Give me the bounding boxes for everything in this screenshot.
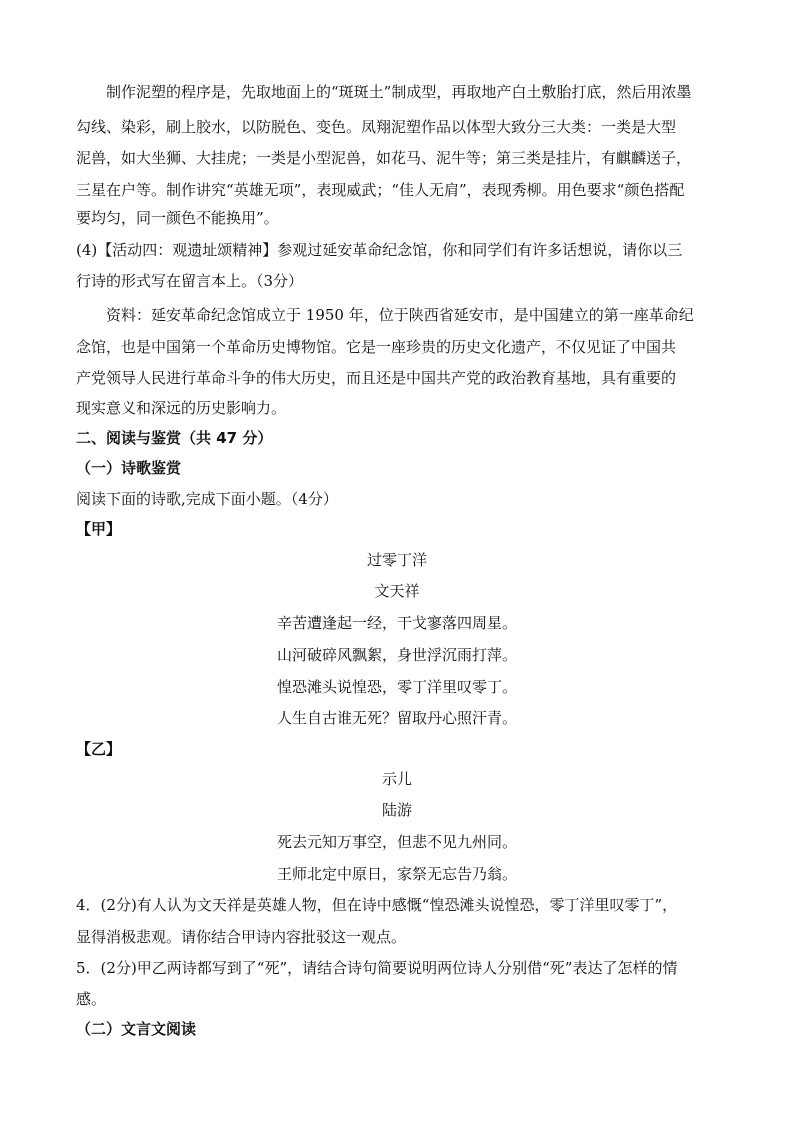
activity4-line-1: (4)【活动四：观遗址颂精神】参观过延安革命纪念馆，你和同学们有许多话想说，请你以三 bbox=[76, 241, 683, 259]
poem-yi-title: 示儿 bbox=[381, 770, 412, 788]
question4-line-2: 显得消极悲观。请你结合甲诗内容批驳这一观点。 bbox=[76, 928, 407, 946]
poem-jia-line-4: 人生自古谁无死？留取丹心照汗青。 bbox=[276, 709, 517, 727]
resource-line-3: 产党领导人民进行革命斗争的伟大历史，而且还是中国共产党的政治教育基地，具有重要的 bbox=[76, 369, 677, 387]
material-line-2: 勾线、染彩，刷上胶水，以防脱色、变色。凤翔泥塑作品以体型大致分三大类：一类是大型 bbox=[76, 118, 677, 136]
section2-title: 二、阅读与鉴赏（共 47 分） bbox=[76, 429, 273, 447]
subsection2-title: （二）文言文阅读 bbox=[76, 1020, 197, 1038]
subsection1-title: （一）诗歌鉴赏 bbox=[76, 459, 182, 477]
activity4-line-2: 行诗的形式写在留言本上。（3分） bbox=[76, 272, 304, 290]
poem-jia-line-1: 辛苦遭逢起一经，干戈寥落四周星。 bbox=[276, 614, 517, 632]
resource-line-4: 现实意义和深远的历史影响力。 bbox=[76, 399, 287, 417]
resource-line-2: 念馆，也是中国第一个革命历史博物馆。它是一座珍贵的历史文化遗产，不仅见证了中国共 bbox=[76, 338, 677, 356]
material-line-1: 制作泥塑的程序是，先取地面上的“斑斑土”制成型，再取地产白土敷胎打底，然后用浓墨 bbox=[106, 83, 692, 101]
poem-jia-label: 【甲】 bbox=[76, 520, 122, 538]
material-line-4: 三星在户等。制作讲究“英雄无项”，表现威武；“佳人无肩”，表现秀柳。用色要求“颜色搭配 bbox=[76, 181, 685, 199]
material-line-5: 要均匀，同一颜色不能换用”。 bbox=[76, 209, 279, 227]
poem-yi-label: 【乙】 bbox=[76, 740, 122, 758]
poem-yi-line-1: 死去元知万事空，但悲不见九州同。 bbox=[276, 833, 517, 851]
resource-line-1: 资料：延安革命纪念馆成立于 1950 年，位于陕西省延安市，是中国建立的第一座革命纪 bbox=[106, 306, 694, 324]
poem-jia-line-2: 山河破碎风飘絮，身世浮沉雨打萍。 bbox=[276, 646, 517, 664]
poem-jia-author: 文天祥 bbox=[374, 582, 420, 600]
question4-line-1: 4．(2分)有人认为文天祥是英雄人物，但在诗中感慨“惶恐滩头说惶恐，零丁洋里叹零丁”， bbox=[76, 896, 678, 914]
question5-line-1: 5．(2分)甲乙两诗都写到了“死”，请结合诗句简要说明两位诗人分别借“死”表达了怎样的情 bbox=[76, 959, 678, 977]
poem-yi-author: 陆游 bbox=[381, 801, 412, 819]
poem-jia-title: 过零丁洋 bbox=[366, 551, 427, 569]
material-line-3: 泥兽，如大坐狮、大挂虎；一类是小型泥兽，如花马、泥牛等；第三类是挂片，有麒麟送子， bbox=[76, 149, 692, 167]
poem-yi-line-2: 王师北定中原日，家祭无忘告乃翁。 bbox=[276, 865, 517, 883]
question5-line-2: 感。 bbox=[76, 990, 107, 1008]
poem-jia-line-3: 惶恐滩头说惶恐，零丁洋里叹零丁。 bbox=[276, 678, 517, 696]
poetry-intro: 阅读下面的诗歌,完成下面小题。（4分） bbox=[76, 490, 338, 508]
